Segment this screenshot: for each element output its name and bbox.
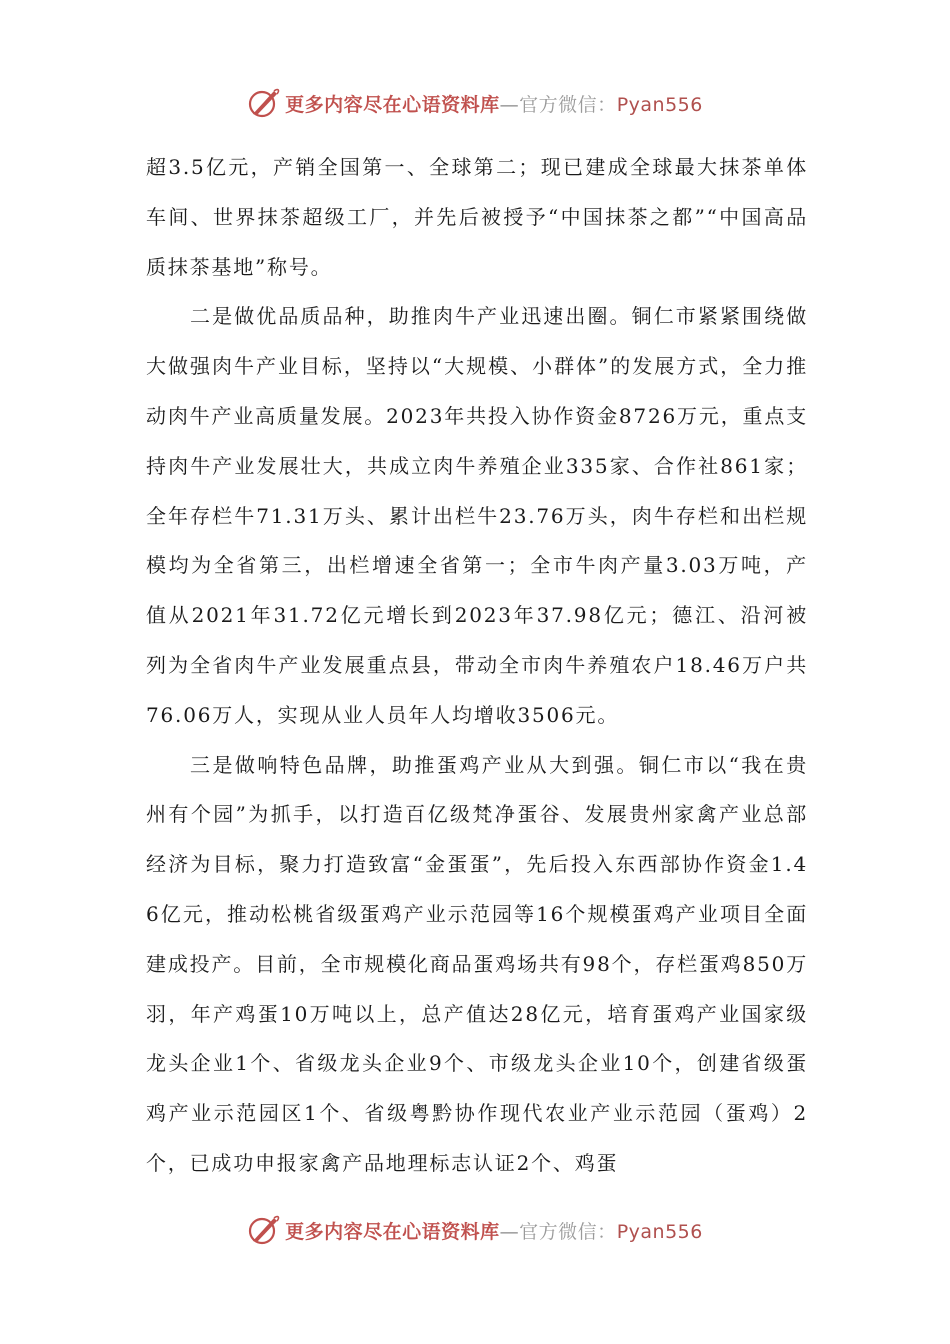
quill-pen-circle-icon: [247, 86, 281, 120]
watermark-dash: —: [499, 1220, 520, 1243]
quill-pen-circle-icon: [247, 1213, 281, 1247]
header-watermark: [0, 83, 950, 123]
watermark-main-text: 更多内容尽在心语资料库: [285, 1220, 500, 1243]
paragraph-continuation: 超3.5亿元，产销全国第一、全球第二；现已建成全球最大抹茶单体车间、世界抹茶超级工厂，并先后被授予“中国抹茶之都”“中国高品质抹茶基地”称号。: [146, 155, 808, 279]
watermark-text: [285, 1217, 703, 1244]
watermark-sub-text: 官方微信：: [519, 93, 617, 116]
document-body: [146, 143, 808, 1189]
paragraph-beef-cattle: 二是做优品质品种，助推肉牛产业迅速出圈。铜仁市紧紧围绕做大做强肉牛产业目标，坚持以“大规模、小群体”的发展方式，全力推动肉牛产业高质量发展。2023年共投入协作资金8726万元，重点支持肉牛产业发展壮大，共成立肉牛养殖企业335家、合作社861家；全年存栏牛71.31万头、累计出栏牛23.76万头，肉牛存栏和出栏规模均为全省第三，出栏增速全省第一；全市牛肉产量3.03万吨，产值从2021年31.72亿元增长到2023年37.98亿元；德江、沿河被列为全省肉牛产业发展重点县，带动全市肉牛养殖农户18.46万户共76.06万人，实现从业人员年人均增收3506元。: [146, 304, 808, 727]
watermark-sub-text: 官方微信：: [519, 1220, 617, 1243]
watermark-main-text: 更多内容尽在心语资料库: [285, 93, 500, 116]
watermark-wechat-id: Pyan556: [616, 1220, 703, 1243]
watermark-text: [285, 90, 703, 117]
footer-watermark: [0, 1210, 950, 1250]
paragraph-laying-hens: 三是做响特色品牌，助推蛋鸡产业从大到强。铜仁市以“我在贵州有个园”为抓手，以打造百亿级梵净蛋谷、发展贵州家禽产业总部经济为目标，聚力打造致富“金蛋蛋”，先后投入东西部协作资金1.46亿元，推动松桃省级蛋鸡产业示范园等16个规模蛋鸡产业项目全面建成投产。目前，全市规模化商品蛋鸡场共有98个，存栏蛋鸡850万羽，年产鸡蛋10万吨以上，总产值达28亿元，培育蛋鸡产业国家级龙头企业1个、省级龙头企业9个、市级龙头企业10个，创建省级蛋鸡产业示范园区1个、省级粤黔协作现代农业产业示范园（蛋鸡）2个，已成功申报家禽产品地理标志认证2个、鸡蛋: [146, 752, 808, 1175]
watermark-wechat-id: Pyan556: [616, 93, 703, 116]
watermark-dash: —: [499, 93, 520, 116]
